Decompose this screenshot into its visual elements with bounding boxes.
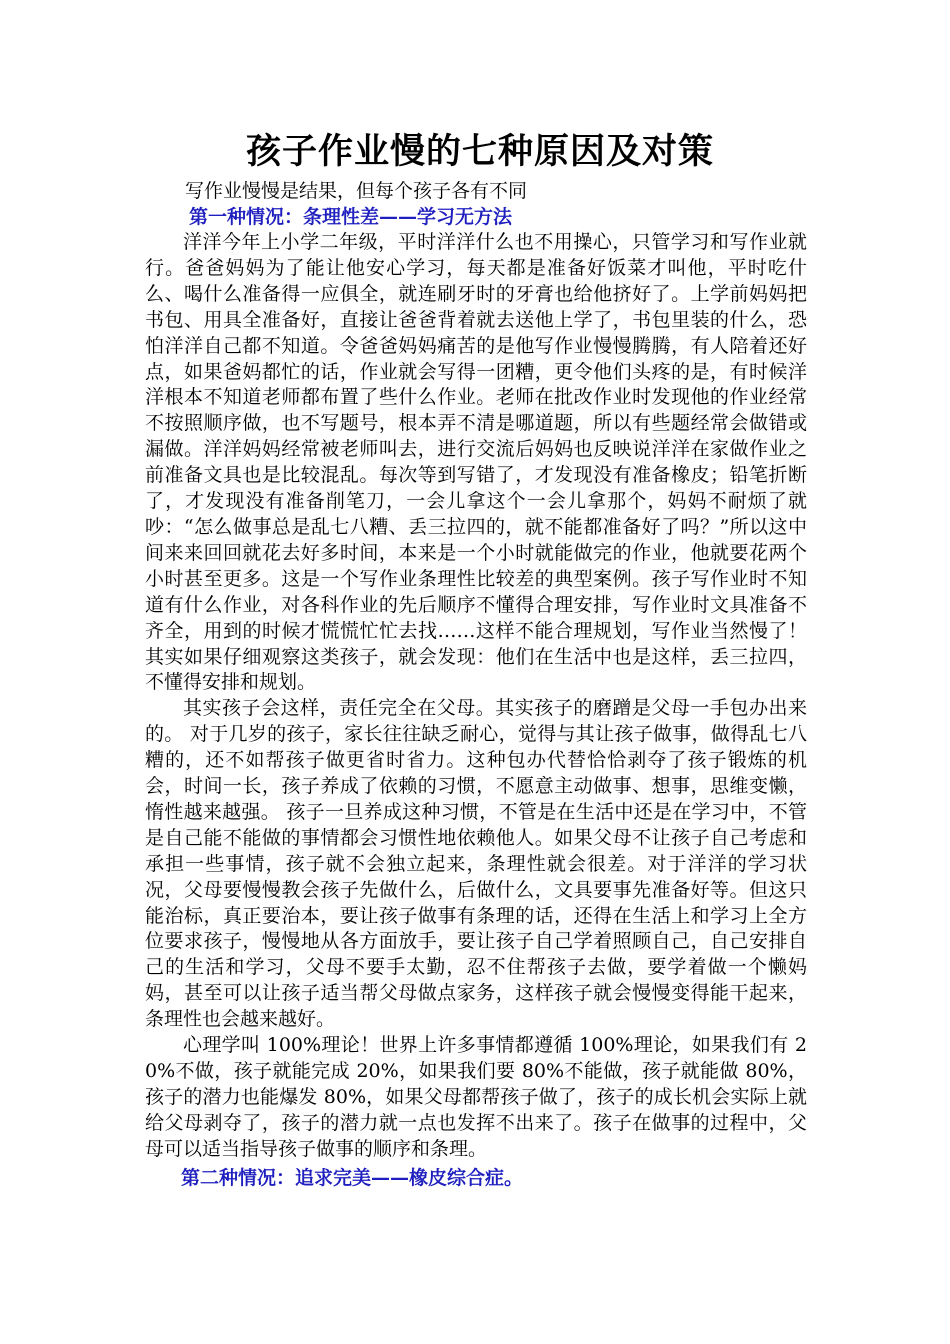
section-heading-2: 第二种情况：追求完美——橡皮综合症。 xyxy=(181,1166,524,1189)
paragraph-3: 心理学叫 100%理论！世界上许多事情都遵循 100%理论，如果我们有 20%不做，孩子就能完成 20%，如果我们要 80%不能做，孩子就能做 80%，孩子的潜力也能爆发 80%，如果父母都帮孩子做了，孩子的成长机会实际上就给父母剥夺了，孩子的潜力就一点也发挥不出来了。孩子在做事的过程中，父母可以适当指导孩子做事的顺序和条理。 xyxy=(145,1034,807,1160)
section-heading-1: 第一种情况：条理性差——学习无方法 xyxy=(189,206,513,228)
page-title: 孩子作业慢的七种原因及对策 xyxy=(245,131,714,172)
document-page xyxy=(145,126,807,1191)
page-subtitle: 写作业慢慢是结果，但每个孩子各有不同 xyxy=(185,180,528,202)
paragraph-1: 洋洋今年上小学二年级，平时洋洋什么也不用操心，只管学习和写作业就行。爸爸妈妈为了能让他安心学习，每天都是准备好饭菜才叫他，平时吃什么、喝什么准备得一应俱全，就连刷牙时的牙膏也给他挤好了。上学前妈妈把书包、用具全准备好，直接让爸爸背着就去送他上学了，书包里装的什么，恐怕洋洋自己都不知道。令爸爸妈妈痛苦的是他写作业慢慢腾腾，有人陪着还好点，如果爸妈都忙的话，作业就会写得一团糟，更令他们头疼的是，有时候洋洋根本不知道老师都布置了些什么作业。老师在批改作业时发现他的作业经常不按照顺序做，也不写题号，根本弄不清是哪道题，所以有些题经常会做错或漏做。洋洋妈妈经常被老师叫去，进行交流后妈妈也反映说洋洋在家做作业之前准备文具也是比较混乱。每次等到写错了，才发现没有准备橡皮；铅笔折断了，才发现没有准备削笔刀，一会儿拿这个一会儿拿那个，妈妈不耐烦了就吵：“怎么做事总是乱七八糟、丢三拉四的，就不能都准备好了吗？”所以这中间来来回回就花去好多时间，本来是一个小时就能做完的作业，他就要花两个小时甚至更多。这是一个写作业条理性比较差的典型案例。孩子写作业时不知道有什么作业，对各科作业的先后顺序不懂得合理安排，写作业时文具准备不齐全，用到的时候才慌慌忙忙去找……这样不能合理规划，写作业当然慢了！其实如果仔细观察这类孩子，就会发现：他们在生活中也是这样，丢三拉四，不懂得安排和规划。 xyxy=(145,231,807,694)
paragraph-2: 其实孩子会这样，责任完全在父母。其实孩子的磨蹭是父母一手包办出来的。 对于几岁的孩子，家长往往缺乏耐心，觉得与其让孩子做事，做得乱七八糟的，还不如帮孩子做更省时省力。这种包办代替恰恰剥夺了孩子锻炼的机会，时间一长，孩子养成了依赖的习惯，不愿意主动做事、想事，思维变懒，惰性越来越强。 孩子一旦养成这种习惯，不管是在生活中还是在学习中，不管是自己能不能做的事情都会习惯性地依赖他人。如果父母不让孩子自己考虑和承担一些事情，孩子就不会独立起来，条理性就会很差。对于洋洋的学习状况，父母要慢慢教会孩子先做什么，后做什么，文具要事先准备好等。但这只能治标，真正要治本，要让孩子做事有条理的话，还得在生活上和学习上全方位要求孩子，慢慢地从各方面放手，要让孩子自己学着照顾自己，自己安排自己的生活和学习，父母不要手太勤，忍不住帮孩子去做，要学着做一个懒妈妈，甚至可以让孩子适当帮父母做点家务，这样孩子就会慢慢变得能干起来，条理性也会越来越好。 xyxy=(145,697,807,1031)
